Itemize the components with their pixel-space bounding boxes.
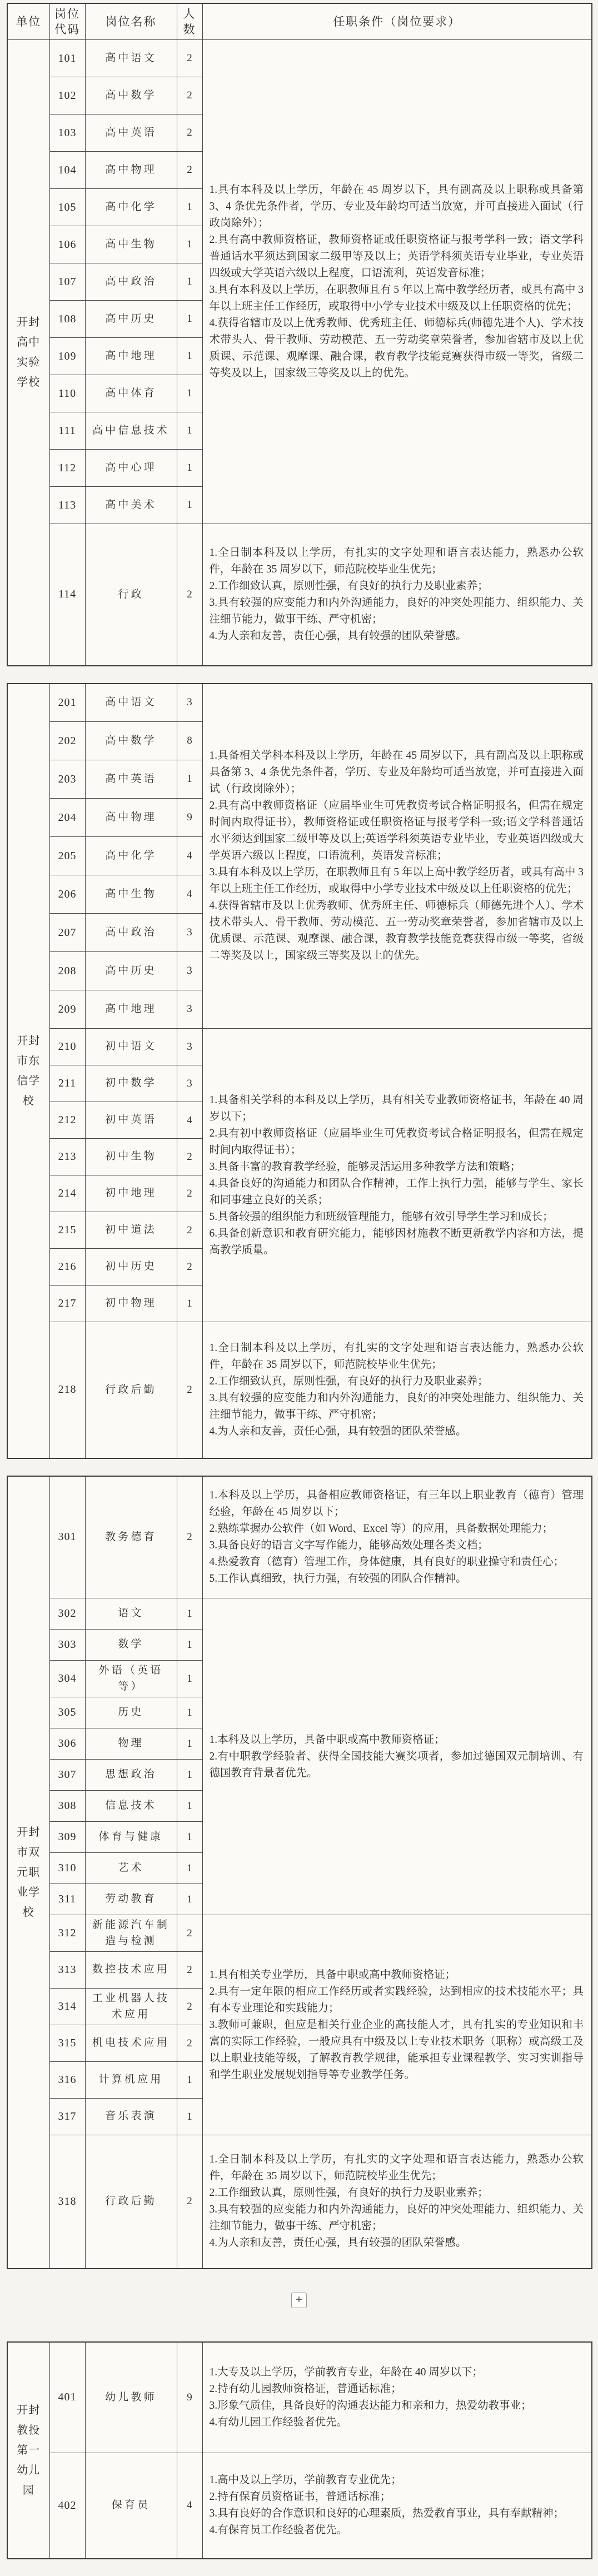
position-code-cell: 209 <box>49 990 85 1029</box>
position-name-cell: 初中历史 <box>85 1249 177 1285</box>
position-code-cell: 317 <box>49 2099 85 2135</box>
headcount-cell: 3 <box>177 914 202 952</box>
position-row <box>7 1029 592 1065</box>
requirement-item: 2.具有高中教师资格证（应届毕业生可凭教资考试合格证明报名，但需在规定时间内取得证书），教师资格证或任职资格证与报考学科一致;语文学科普通话水平须达到国家二级甲等及以上;英语学科须英语专业毕业，专业英语四级或大学英语六级以上程度，口语流利，英语发音标准； <box>209 800 584 862</box>
headcount-cell: 2 <box>177 524 202 666</box>
job-positions-table <box>7 1476 592 2269</box>
position-code-cell: 316 <box>49 2062 85 2099</box>
requirements-cell <box>202 1029 592 1322</box>
headcount-cell: 1 <box>177 1884 202 1915</box>
requirement-item: 3.教师可兼职，但应是相关行业企业的高技能人才，具有扎实的专业知识和丰富的实际工作经验，一般应具有中级及以上专业技术职务（职称）或高级工及以上职业技能等级，了解教育教学规律，能承担专业课程教学、实习实训指导和学生职业发展规划指导等专业教学任务。 <box>209 2019 584 2081</box>
headcount-cell: 1 <box>177 487 202 524</box>
requirement-item: 2.持有保育员资格证书，普通话标准； <box>209 2491 391 2503</box>
headcount-cell: 8 <box>177 722 202 760</box>
job-positions-table <box>7 3 592 666</box>
position-code-cell: 101 <box>49 40 85 77</box>
position-code-cell: 110 <box>49 375 85 412</box>
position-name-cell: 高中语文 <box>85 40 177 77</box>
job-positions-table <box>7 2341 592 2559</box>
position-name-cell: 初中生物 <box>85 1139 177 1175</box>
position-name-cell: 数学 <box>85 1630 177 1661</box>
position-code-cell: 112 <box>49 450 85 487</box>
position-code-cell: 318 <box>49 2135 85 2269</box>
headcount-cell: 3 <box>177 990 202 1029</box>
requirement-item: 3.具备良好的语言文字写作能力，能够高效处理各类文档； <box>209 1539 489 1551</box>
position-name-cell: 思想政治 <box>85 1760 177 1791</box>
position-name-cell: 音乐表演 <box>85 2099 177 2135</box>
position-code-cell: 309 <box>49 1822 85 1853</box>
position-name-cell: 行政后勤 <box>85 2135 177 2269</box>
requirement-item: 2.工作细致认真，原则性强，有良好的执行力及职业素养； <box>209 2187 489 2199</box>
requirements-cell <box>202 1915 592 2135</box>
position-row <box>7 1915 592 1952</box>
position-name-cell: 高中物理 <box>85 799 177 837</box>
position-name-cell: 教务德育 <box>85 1476 177 1598</box>
headcount-cell: 2 <box>177 1212 202 1249</box>
headcount-cell: 1 <box>177 189 202 226</box>
requirement-item: 1.具有相关专业学历，具备中职或高中教师资格证； <box>209 1969 456 1981</box>
position-name-cell: 保育员 <box>85 2453 177 2559</box>
requirement-item: 3.具备丰富的教育教学经验，能够灵活运用多种教学方法和策略； <box>209 1160 521 1173</box>
requirement-item: 1.大专及以上学历，学前教育专业，年龄在 40 周岁以下； <box>209 2366 483 2378</box>
headcount-cell: 1 <box>177 1760 202 1791</box>
requirement-item: 3.具有较强的应变能力和内外沟通能力，良好的冲突处理能力、组织能力、关注细节能力，做事干练、严守机密； <box>209 1392 584 1421</box>
position-name-cell: 工业机器人技术应用 <box>85 1989 177 2025</box>
position-code-cell: 402 <box>49 2453 85 2559</box>
requirement-item: 4.为人亲和友善，责任心强，具有较强的团队荣誉感。 <box>209 2237 467 2249</box>
headcount-column-header: 人数 <box>177 3 202 40</box>
position-code-cell: 308 <box>49 1791 85 1822</box>
position-code-cell: 314 <box>49 1989 85 2025</box>
headcount-cell: 1 <box>177 226 202 263</box>
position-name-cell: 初中语文 <box>85 1029 177 1065</box>
headcount-cell: 9 <box>177 2342 202 2453</box>
position-code-cell: 203 <box>49 760 85 799</box>
position-code-cell: 312 <box>49 1915 85 1952</box>
expand-plus-button[interactable]: + <box>291 2293 307 2308</box>
headcount-cell: 2 <box>177 77 202 114</box>
headcount-cell: 1 <box>177 1791 202 1822</box>
school-section-card <box>7 683 591 1459</box>
position-code-cell: 302 <box>49 1598 85 1630</box>
position-name-cell: 物理 <box>85 1728 177 1760</box>
position-code-cell: 103 <box>49 114 85 152</box>
position-code-cell: 107 <box>49 263 85 301</box>
table-header-row <box>7 3 592 40</box>
headcount-cell: 1 <box>177 1661 202 1697</box>
requirement-item: 2.工作细致认真，原则性强，有良好的执行力及职业素养； <box>209 580 489 592</box>
position-code-cell: 208 <box>49 952 85 990</box>
requirements-cell <box>202 2342 592 2453</box>
position-name-cell: 高中数学 <box>85 77 177 114</box>
position-name-cell: 高中地理 <box>85 338 177 375</box>
requirement-item: 1.全日制本科及以上学历，有扎实的文字处理和语言表达能力，熟悉办公软件，年龄在 35 周岁以下，师范院校毕业生优先； <box>209 546 584 575</box>
requirement-item: 2.持有幼儿园教师资格证，普通话标准； <box>209 2383 402 2395</box>
requirement-item: 2.具有高中教师资格证，教师资格证或任职资格证与报考学科一致；语文学科普通话水平须达到国家二级甲等及以上；英语学科须英语专业毕业，专业英语四级或大学英语六级以上程度，口语流利，英语发音标准； <box>209 234 584 279</box>
headcount-cell: 1 <box>177 760 202 799</box>
position-name-cell: 新能源汽车制造与检测 <box>85 1915 177 1952</box>
headcount-cell: 4 <box>177 1102 202 1139</box>
headcount-cell: 1 <box>177 2099 202 2135</box>
headcount-cell: 2 <box>177 40 202 77</box>
headcount-cell: 3 <box>177 952 202 990</box>
headcount-cell: 2 <box>177 1175 202 1212</box>
position-code-cell: 211 <box>49 1065 85 1102</box>
position-name-cell: 高中政治 <box>85 263 177 301</box>
headcount-cell: 1 <box>177 2062 202 2099</box>
requirement-item: 2.具有初中教师资格证（应届毕业生可凭教资考试合格证明报名，但需在规定时间内取得证书）； <box>209 1127 584 1156</box>
requirement-item: 1.具备相关学科本科及以上学历，年龄在 45 周岁以下，具有副高及以上职称或具备第 3、4 条优先条件者，学历、专业及年龄均可适当放宽，并可直接进入面试（行政岗除外）； <box>209 750 584 795</box>
headcount-cell: 1 <box>177 1285 202 1322</box>
position-row <box>7 40 592 77</box>
headcount-cell: 3 <box>177 1029 202 1065</box>
position-code-cell: 304 <box>49 1661 85 1697</box>
headcount-cell: 3 <box>177 684 202 722</box>
position-name-cell: 行政后勤 <box>85 1322 177 1458</box>
position-name-cell: 行政 <box>85 524 177 666</box>
position-name-cell: 初中地理 <box>85 1175 177 1212</box>
requirement-item: 6.具备创新意识和教育研究能力，能够因材施教不断更新教学内容和方法，提高教学质量。 <box>209 1227 584 1256</box>
position-code-cell: 102 <box>49 77 85 114</box>
headcount-cell: 1 <box>177 375 202 412</box>
headcount-cell: 1 <box>177 338 202 375</box>
requirement-item: 3.具有较强的应变能力和内外沟通能力，良好的冲突处理能力、组织能力、关注细节能力，做事干练、严守机密； <box>209 596 584 625</box>
position-name-cell: 幼儿教师 <box>85 2342 177 2453</box>
headcount-cell: 1 <box>177 1822 202 1853</box>
school-name-cell: 开封高中实验学校 <box>7 40 49 666</box>
position-code-cell: 205 <box>49 837 85 875</box>
position-name-cell: 初中英语 <box>85 1102 177 1139</box>
requirements-cell <box>202 1476 592 1598</box>
requirements-cell <box>202 2135 592 2269</box>
position-row <box>7 2453 592 2559</box>
position-name-cell: 高中化学 <box>85 189 177 226</box>
position-code-cell: 106 <box>49 226 85 263</box>
position-code-cell: 301 <box>49 1476 85 1598</box>
requirement-item: 1.高中及以上学历，学前教育专业优先； <box>209 2474 402 2487</box>
requirement-item: 2.具有一定年限的相应工作经历或者实践经验，达到相应的技术技能水平；具有本专业理论和实践能力； <box>209 1985 584 2014</box>
requirements-cell <box>202 1598 592 1915</box>
requirement-item: 4.具备良好的沟通能力和团队合作精神，工作上执行力强，能够与学生、家长和同事建立良好的关系； <box>209 1177 584 1206</box>
position-code-cell: 313 <box>49 1952 85 1989</box>
headcount-cell: 2 <box>177 1952 202 1989</box>
position-name-cell: 初中物理 <box>85 1285 177 1322</box>
position-name-cell: 高中英语 <box>85 760 177 799</box>
school-name-cell: 开封市东信学校 <box>7 684 49 1458</box>
position-name-cell: 机电技术应用 <box>85 2025 177 2062</box>
position-row <box>7 2135 592 2269</box>
position-row <box>7 684 592 722</box>
position-name-cell: 高中美术 <box>85 487 177 524</box>
position-name-cell: 高中英语 <box>85 114 177 152</box>
requirement-item: 5.具备较强的组织能力和班级管理能力，能够有效引导学生学习和成长； <box>209 1210 554 1223</box>
position-name-cell: 计算机应用 <box>85 2062 177 2099</box>
position-name-cell: 高中化学 <box>85 837 177 875</box>
headcount-cell: 1 <box>177 263 202 301</box>
position-name-cell: 体育与健康 <box>85 1822 177 1853</box>
position-name-cell: 高中政治 <box>85 914 177 952</box>
position-code-cell: 210 <box>49 1029 85 1065</box>
school-section-card <box>7 1476 591 2269</box>
position-code-cell: 303 <box>49 1630 85 1661</box>
position-code-cell: 105 <box>49 189 85 226</box>
position-code-cell: 109 <box>49 338 85 375</box>
position-name-cell: 高中地理 <box>85 990 177 1029</box>
job-positions-table <box>7 683 592 1459</box>
headcount-cell: 2 <box>177 1476 202 1598</box>
headcount-cell: 2 <box>177 1139 202 1175</box>
position-code-cell: 305 <box>49 1697 85 1728</box>
headcount-cell: 2 <box>177 1322 202 1458</box>
position-code-cell: 315 <box>49 2025 85 2062</box>
requirement-item: 1.具有本科及以上学历，年龄在 45 周岁以下，具有副高及以上职称或具备第 3、4 条优先条件者，学历、专业及年龄均可适当放宽，并可直接进入面试（行政岗除外）； <box>209 184 584 229</box>
requirement-item: 4.有幼儿园工作经验者优先。 <box>209 2416 348 2428</box>
position-code-cell: 108 <box>49 301 85 338</box>
requirement-item: 3.具有本科及以上学历，在职教师且有 5 年以上高中教学经历者，或具有高中 3 年以上班主任工作经历，或取得中小学专业技术中级及以上任职资格的优先； <box>209 284 584 312</box>
requirement-item: 1.本科及以上学历，具备相应教师资格证，有三年以上职业教育（德育）管理经验，年龄在 45 周岁以下； <box>209 1489 584 1518</box>
headcount-cell: 1 <box>177 1697 202 1728</box>
requirement-item: 4.获得省辖市及以上优秀教师、优秀班主任、师德标兵（师德先进个人）、学术技术带头人、骨干教师、劳动模范、五一劳动奖章荣誉者，参加省辖市及以上优质课、示范课、观摩课、融合课，教育教学技能竞赛获得市级一等奖，省级二等奖及以上，国家级三等奖及以上的优先。 <box>209 900 584 962</box>
school-section-card <box>7 3 591 666</box>
position-code-cell: 216 <box>49 1249 85 1285</box>
position-code-cell: 307 <box>49 1760 85 1791</box>
position-name-cell: 高中历史 <box>85 952 177 990</box>
headcount-cell: 1 <box>177 1630 202 1661</box>
requirement-item: 3.形象气质佳，具备良好的沟通表达能力和亲和力，热爱幼教事业； <box>209 2399 532 2411</box>
position-name-cell: 高中生物 <box>85 226 177 263</box>
headcount-cell: 2 <box>177 114 202 152</box>
requirements-cell <box>202 1322 592 1458</box>
requirement-item: 2.工作细致认真，原则性强，有良好的执行力及职业素养； <box>209 1375 489 1387</box>
requirements-cell <box>202 524 592 666</box>
requirement-item: 4.为人亲和友善，责任心强，具有较强的团队荣誉感。 <box>209 1425 467 1437</box>
requirement-item: 1.全日制本科及以上学历，有扎实的文字处理和语言表达能力，熟悉办公软件，年龄在 35 周岁以下，师范院校毕业生优先； <box>209 2154 584 2183</box>
position-name-cell: 初中道法 <box>85 1212 177 1249</box>
position-code-cell: 202 <box>49 722 85 760</box>
position-name-cell: 高中生物 <box>85 875 177 914</box>
position-row <box>7 2342 592 2453</box>
headcount-cell: 9 <box>177 799 202 837</box>
position-name-cell: 初中数学 <box>85 1065 177 1102</box>
headcount-cell: 2 <box>177 1249 202 1285</box>
headcount-cell: 2 <box>177 1989 202 2025</box>
requirements-cell <box>202 2453 592 2559</box>
headcount-cell: 2 <box>177 1915 202 1952</box>
position-code-cell: 217 <box>49 1285 85 1322</box>
headcount-cell: 2 <box>177 152 202 189</box>
position-name-cell: 高中体育 <box>85 375 177 412</box>
position-code-cell: 111 <box>49 412 85 450</box>
position-name-cell: 高中物理 <box>85 152 177 189</box>
position-code-cell: 214 <box>49 1175 85 1212</box>
requirement-item: 2.有中职教学经验者、获得全国技能大赛奖项者，参加过德国双元制培训、有德国教育背景者优先。 <box>209 1750 584 1779</box>
headcount-cell: 2 <box>177 2135 202 2269</box>
position-code-cell: 204 <box>49 799 85 837</box>
position-code-cell: 212 <box>49 1102 85 1139</box>
position-code-cell: 306 <box>49 1728 85 1760</box>
requirement-item: 4.热爱教育（德育）管理工作，身体健康，具有良好的职业操守和责任心； <box>209 1556 565 1568</box>
position-code-cell: 104 <box>49 152 85 189</box>
requirement-item: 2.熟练掌握办公软件（如 Word、Excel 等）的应用，具备数据处理能力； <box>209 1522 554 1534</box>
position-code-cell: 114 <box>49 524 85 666</box>
position-name-column-header: 岗位名称 <box>85 3 177 40</box>
position-row <box>7 1598 592 1630</box>
headcount-cell: 1 <box>177 412 202 450</box>
position-row <box>7 1476 592 1598</box>
position-name-cell: 高中语文 <box>85 684 177 722</box>
requirement-item: 4.获得省辖市及以上优秀教师、优秀班主任、师德标兵(师德先进个人)、学术技术带头人、骨干教师、劳动模范、五一劳动奖章荣誉者，参加省辖市及以上优质课、示范课、观摩课、融合课，教育教学技能竞赛获得市级一等奖，省级二等奖及以上，国家级三等奖及以上的优先。 <box>209 317 584 379</box>
requirement-item: 1.本科及以上学历，具备中职或高中教师资格证； <box>209 1733 445 1746</box>
position-name-cell: 劳动教育 <box>85 1884 177 1915</box>
position-name-cell: 语文 <box>85 1598 177 1630</box>
requirement-item: 3.具有较强的应变能力和内外沟通能力，良好的冲突处理能力、组织能力、关注细节能力，做事干练、严守机密； <box>209 2204 584 2233</box>
headcount-cell: 4 <box>177 837 202 875</box>
requirements-cell <box>202 684 592 1029</box>
headcount-cell: 1 <box>177 1728 202 1760</box>
position-row <box>7 1322 592 1458</box>
position-name-cell: 信息技术 <box>85 1791 177 1822</box>
requirement-item: 5.工作认真细致，执行力强，有较强的团队合作精神。 <box>209 1572 467 1585</box>
headcount-cell: 1 <box>177 450 202 487</box>
headcount-cell: 2 <box>177 2025 202 2062</box>
headcount-cell: 4 <box>177 2453 202 2559</box>
requirements-cell <box>202 40 592 524</box>
unit-column-header: 单位 <box>7 3 49 40</box>
position-code-cell: 215 <box>49 1212 85 1249</box>
school-name-cell: 开封教投第一幼儿园 <box>7 2342 49 2559</box>
position-name-cell: 高中历史 <box>85 301 177 338</box>
requirement-item: 1.全日制本科及以上学历，有扎实的文字处理和语言表达能力，熟悉办公软件，年龄在 35 周岁以下，师范院校毕业生优先； <box>209 1342 584 1371</box>
position-name-cell: 数控技术应用 <box>85 1952 177 1989</box>
requirements-column-header: 任职条件（岗位要求） <box>202 3 592 40</box>
position-code-cell: 206 <box>49 875 85 914</box>
requirement-item: 3.具有本科及以上学历，在职教师且有 5 年以上高中教学经历者，或具有高中 3 年以上班主任工作经历，或取得中小学专业技术中级及以上任职资格的优先； <box>209 866 584 895</box>
position-name-cell: 外语（英语等） <box>85 1661 177 1697</box>
position-code-cell: 311 <box>49 1884 85 1915</box>
requirement-item: 1.具备相关学科的本科及以上学历，具有相关专业教师资格证书，年龄在 40 周岁以下； <box>209 1094 584 1123</box>
position-code-cell: 207 <box>49 914 85 952</box>
school-name-cell: 开封市双元职业学校 <box>7 1476 49 2269</box>
position-name-cell: 高中信息技术 <box>85 412 177 450</box>
position-row <box>7 524 592 666</box>
position-code-cell: 218 <box>49 1322 85 1458</box>
position-name-cell: 历史 <box>85 1697 177 1728</box>
requirement-item: 3.具有良好的合作意识和良好的心理素质，热爱教育事业，具有奉献精神； <box>209 2508 565 2520</box>
position-code-cell: 213 <box>49 1139 85 1175</box>
position-name-cell: 高中数学 <box>85 722 177 760</box>
headcount-cell: 1 <box>177 1853 202 1884</box>
position-code-cell: 113 <box>49 487 85 524</box>
position-code-column-header: 岗位代码 <box>49 3 85 40</box>
headcount-cell: 4 <box>177 875 202 914</box>
headcount-cell: 1 <box>177 1598 202 1630</box>
school-section-card <box>7 2341 591 2559</box>
requirement-item: 4.为人亲和友善，责任心强，具有较强的团队荣誉感。 <box>209 630 467 642</box>
headcount-cell: 1 <box>177 301 202 338</box>
position-name-cell: 高中心理 <box>85 450 177 487</box>
requirement-item: 4.有保育员工作经验者优先。 <box>209 2524 348 2537</box>
position-name-cell: 艺术 <box>85 1853 177 1884</box>
position-code-cell: 310 <box>49 1853 85 1884</box>
position-code-cell: 201 <box>49 684 85 722</box>
position-code-cell: 401 <box>49 2342 85 2453</box>
headcount-cell: 3 <box>177 1065 202 1102</box>
